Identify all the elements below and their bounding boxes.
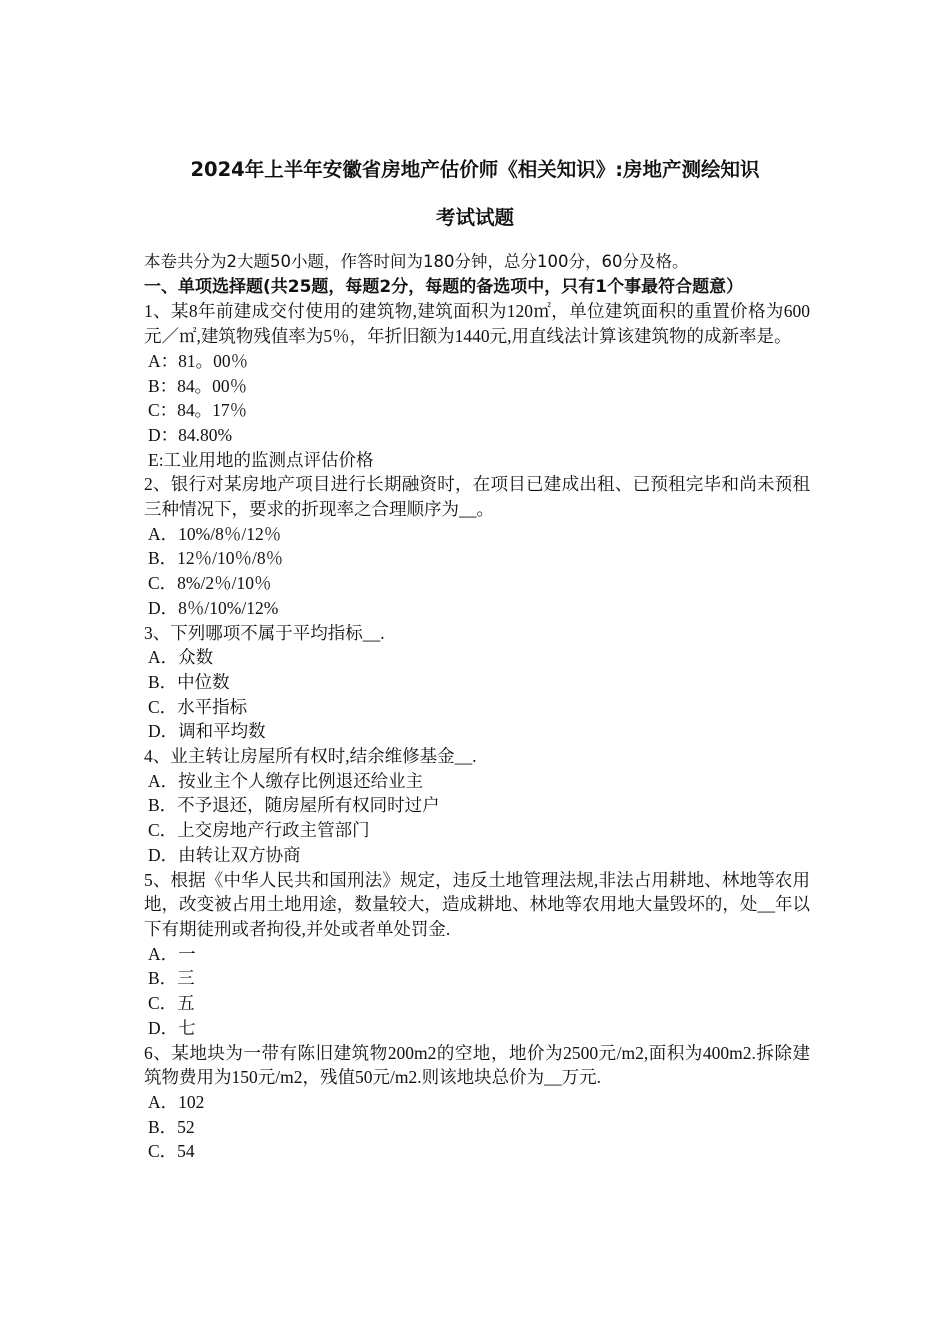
answer-option: A．102 — [148, 1091, 205, 1112]
question-block — [144, 621, 810, 745]
answer-option: C．8%/2％/10％ — [148, 573, 272, 594]
exam-intro: 本卷共分为2大题50小题，作答时间为180分钟，总分100分，60分及格。 — [144, 252, 689, 271]
answer-option: B：84。00％ — [148, 375, 248, 396]
document-body — [144, 250, 810, 1164]
answer-option: A．众数 — [148, 647, 214, 668]
answer-option: D．8％/10%/12% — [148, 597, 279, 618]
question-block — [144, 1041, 810, 1165]
question-text: 4、业主转让房屋所有权时,结余维修基金__. — [144, 746, 477, 767]
answer-option: D．七 — [148, 1017, 196, 1038]
answer-option: D．调和平均数 — [148, 721, 266, 742]
answer-option: E:工业用地的监测点评估价格 — [148, 449, 374, 470]
question-block — [144, 868, 810, 1041]
answer-option: C．上交房地产行政主管部门 — [148, 820, 370, 841]
answer-option: D．由转让双方协商 — [148, 844, 301, 865]
answer-option: C．54 — [148, 1141, 195, 1162]
answer-option: B．12％/10％/8％ — [148, 548, 284, 569]
question-block — [144, 472, 810, 620]
answer-option: C．水平指标 — [148, 696, 248, 717]
question-text: 5、根据《中华人民共和国刑法》规定，违反土地管理法规,非法占用耕地、林地等农用地，改变被占用土地用途，数量较大，造成耕地、林地等农用地大量毁坏的，处__年以下有期徒刑或者拘役,并处或者单处罚金. — [144, 869, 810, 939]
question-block — [144, 299, 810, 472]
answer-option: A：81。00％ — [148, 350, 249, 371]
answer-option: B．三 — [148, 968, 195, 989]
answer-option: A．按业主个人缴存比例退还给业主 — [148, 770, 424, 791]
document-title-line-1: 2024年上半年安徽省房地产估价师《相关知识》:房地产测绘知识 — [190, 158, 760, 181]
question-text: 3、下列哪项不属于平均指标__. — [144, 622, 385, 643]
answer-option: B．52 — [148, 1116, 195, 1137]
document-title-line-2: 考试试题 — [435, 206, 514, 229]
answer-option: B．中位数 — [148, 671, 230, 692]
question-block — [144, 744, 810, 868]
answer-option: C：84。17％ — [148, 400, 248, 421]
answer-option: A．10%/8％/12％ — [148, 523, 282, 544]
answer-option: B．不予退还，随房屋所有权同时过户 — [148, 795, 440, 816]
answer-option: D：84.80% — [148, 424, 233, 445]
question-text: 1、某8年前建成交付使用的建筑物,建筑面积为120㎡，单位建筑面积的重置价格为600元／㎡,建筑物残值率为5％，年折旧额为1440元,用直线法计算该建筑物的成新率是。 — [144, 301, 810, 347]
answer-option: C．五 — [148, 993, 195, 1014]
section-heading: 一、单项选择题(共25题，每题2分，每题的备选项中，只有1个事最符合题意） — [144, 276, 744, 297]
question-text: 2、银行对某房地产项目进行长期融资时，在项目已建成出租、已预租完毕和尚未预租三种情况下，要求的折现率之合理顺序为__。 — [144, 474, 810, 520]
question-text: 6、某地块为一带有陈旧建筑物200m2的空地，地价为2500元/m2,面积为400m2.拆除建筑物费用为150元/m2，残值50元/m2.则该地块总价为__万元. — [144, 1042, 810, 1088]
answer-option: A．一 — [148, 943, 196, 964]
